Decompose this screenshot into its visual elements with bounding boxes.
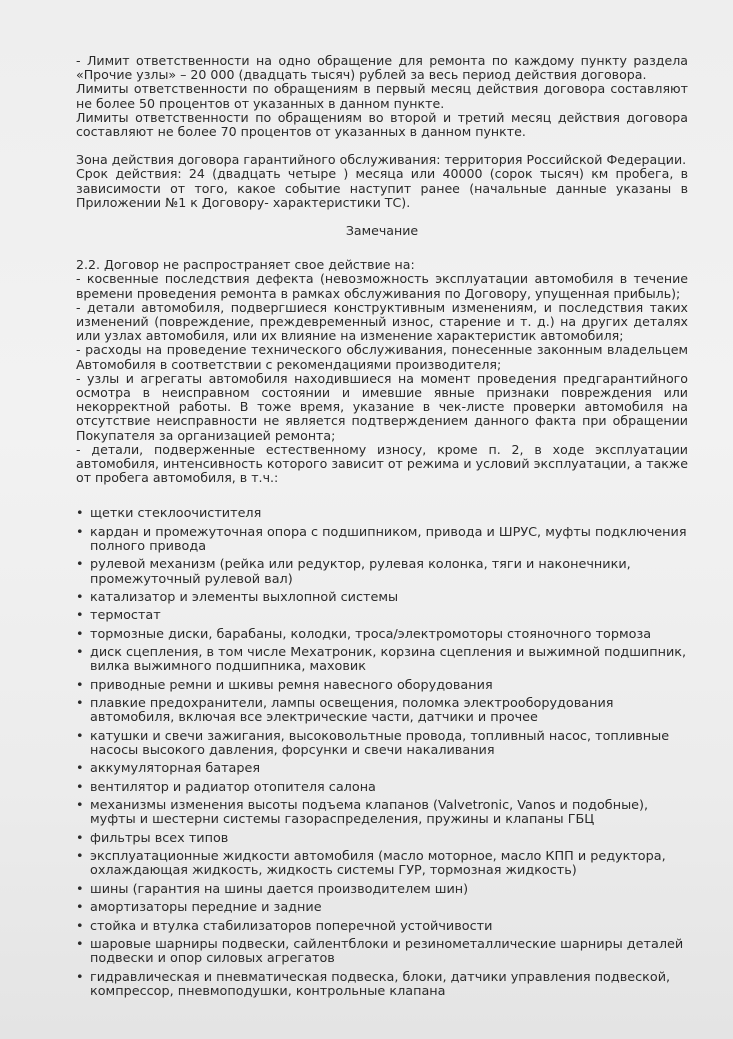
list-item xyxy=(76,799,688,827)
bullet-icon: • xyxy=(76,969,84,985)
list-item xyxy=(76,730,688,758)
list-item xyxy=(76,938,688,966)
section-heading: Замечание xyxy=(345,223,419,239)
list-item-text: механизмы изменения высоты подъема клапанов (Valvetronic, Vanos и подобные), муфты и шестерни системы газораспределения, пружины и клапаны ГБЦ xyxy=(90,798,649,828)
liability-limit-second-third-month: Лимиты ответственности по обращениям во второй и третий месяц действия договора составляют не более 70 процентов от указанных в данном пункте. xyxy=(76,109,688,140)
bullet-icon: • xyxy=(76,557,84,573)
list-item xyxy=(76,781,688,795)
list-item-text: шаровые шарниры подвески, сайлентблоки и резинометаллические шарниры деталей подвески и опор силовых агрегатов xyxy=(90,936,684,967)
list-item-text: тормозные диски, барабаны, колодки, троса/электромоторы стояночного тормоза xyxy=(90,626,652,642)
contract-zone: Зона действия договора гарантийного обслуживания: территория Российской Федерации. xyxy=(76,152,687,168)
list-item-text: диск сцепления, в том числе Мехатроник, корзина сцепления и выжимной подшипник, вилка выжимного подшипника, маховик xyxy=(90,645,687,675)
list-item xyxy=(76,526,688,554)
exclusion-pre-warranty-faults: - узлы и агрегаты автомобиля находившиеся на момент проведения предгарантийного осмотра в неисправном состоянии и имевшие явные признаки повреждения или некорректной работы. В тоже время, указание в чек-листе проверки автомобиля на отсутствие неисправности не является подтверждением данного факта при обращении Покупателя за организацией ремонта; xyxy=(76,370,688,443)
exclusions-section xyxy=(76,258,688,485)
exclusion-maintenance-costs: - расходы на проведение технического обслуживания, понесенные законным владельцем Автомобиля в соответствии с рекомендациями производителя; xyxy=(76,342,688,372)
section-title: 2.2. Договор не распространяет свое действие на: xyxy=(76,257,415,273)
document-body xyxy=(76,54,688,1003)
list-item xyxy=(76,628,688,642)
bullet-icon: • xyxy=(76,881,84,897)
list-item-text: фильтры всех типов xyxy=(90,830,229,846)
list-item-text: эксплуатационные жидкости автомобиля (масло моторное, масло КПП и редуктора, охлаждающая жидкость, жидкость системы ГУР, тормозная жидкость) xyxy=(90,849,666,879)
list-item xyxy=(76,507,688,521)
list-item xyxy=(76,850,688,878)
list-item-text: рулевой механизм (рейка или редуктор, рулевая колонка, тяги и наконечники, промежуточный рулевой вал) xyxy=(90,557,631,587)
list-item-text: катализатор и элементы выхлопной системы xyxy=(90,590,399,606)
list-item xyxy=(76,883,688,897)
exclusion-indirect-consequences: - косвенные последствия дефекта (невозможность эксплуатации автомобиля в течение времени проведения ремонта в рамках обслуживания по Договору, упущенная прибыль); xyxy=(76,271,688,301)
contract-term: Срок действия: 24 (двадцать четыре ) месяца или 40000 (сорок тысяч) км пробега, в зависимости от того, какое событие наступит ранее (начальные данные указаны в Приложении №1 к Договору- характеристики ТС). xyxy=(76,166,688,210)
wear-parts-list xyxy=(76,507,688,998)
list-item-text: щетки стеклоочистителя xyxy=(90,506,262,522)
list-item xyxy=(76,971,688,999)
list-item xyxy=(76,901,688,915)
liability-limit-first-month: Лимиты ответственности по обращениям в первый месяц действия договора составляют не более 50 процентов от указанных в данном пункте. xyxy=(76,81,688,111)
list-item xyxy=(76,591,688,605)
bullet-icon: • xyxy=(76,626,84,642)
list-item-text: кардан и промежуточная опора с подшипником, привода и ШРУС, муфты подключения полного привода xyxy=(90,524,687,555)
contract-zone-block xyxy=(76,153,688,210)
list-item xyxy=(76,679,688,693)
bullet-icon: • xyxy=(76,830,84,846)
list-item xyxy=(76,832,688,846)
bullet-icon: • xyxy=(76,608,84,624)
liability-limit-per-request: - Лимит ответственности на одно обращение для ремонта по каждому пункту раздела «Прочие узлы» – 20 000 (двадцать тысяч) рублей за весь период действия договора. xyxy=(76,53,688,83)
list-item-text: катушки и свечи зажигания, высоковольтные провода, топливный насос, топливные насосы высокого давления, форсунки и свечи накаливания xyxy=(90,728,670,759)
bullet-icon: • xyxy=(76,506,84,522)
list-item-text: термостат xyxy=(90,608,161,624)
bullet-icon: • xyxy=(76,849,84,865)
bullet-icon: • xyxy=(76,696,84,712)
bullet-icon: • xyxy=(76,779,84,795)
bullet-icon: • xyxy=(76,918,84,934)
bullet-icon: • xyxy=(76,590,84,606)
exclusion-modified-parts: - детали автомобиля, подвергшиеся конструктивным изменениям, и последствия таких изменений (повреждение, преждевременный износ, старение и т. д.) на других деталях или узлах автомобиля, или их влияние на изменение характеристик автомобиля; xyxy=(76,299,688,344)
list-item xyxy=(76,558,688,586)
list-item-text: стойка и втулка стабилизаторов поперечной устойчивости xyxy=(90,918,493,934)
liability-limits-block xyxy=(76,54,688,139)
list-item xyxy=(76,697,688,725)
list-item-text: плавкие предохранители, лампы освещения, поломка электрооборудования автомобиля, включая все электрические части, датчики и прочее xyxy=(90,696,614,726)
list-item xyxy=(76,762,688,776)
bullet-icon: • xyxy=(76,900,84,916)
list-item-text: амортизаторы передние и задние xyxy=(90,900,322,916)
list-item xyxy=(76,646,688,674)
list-item-text: приводные ремни и шкивы ремня навесного оборудования xyxy=(90,677,493,693)
bullet-icon: • xyxy=(76,677,84,693)
bullet-icon: • xyxy=(76,936,84,952)
list-item-text: аккумуляторная батарея xyxy=(90,761,261,777)
bullet-icon: • xyxy=(76,645,84,661)
bullet-icon: • xyxy=(76,524,84,540)
bullet-icon: • xyxy=(76,798,84,814)
list-item-text: шины (гарантия на шины дается производителем шин) xyxy=(90,881,469,897)
exclusion-wear-parts: - детали, подверженные естественному износу, кроме п. 2, в ходе эксплуатации автомобиля, интенсивность которого зависит от режима и условий эксплуатации, а также от пробега автомобиля, в т.ч.: xyxy=(76,441,688,486)
list-item-text: гидравлическая и пневматическая подвеска, блоки, датчики управления подвеской, компрессор, пневмоподушки, контрольные клапана xyxy=(90,969,671,999)
bullet-icon: • xyxy=(76,728,84,744)
list-item xyxy=(76,609,688,623)
bullet-icon: • xyxy=(76,761,84,777)
list-item xyxy=(76,920,688,934)
list-item-text: вентилятор и радиатор отопителя салона xyxy=(90,779,376,795)
